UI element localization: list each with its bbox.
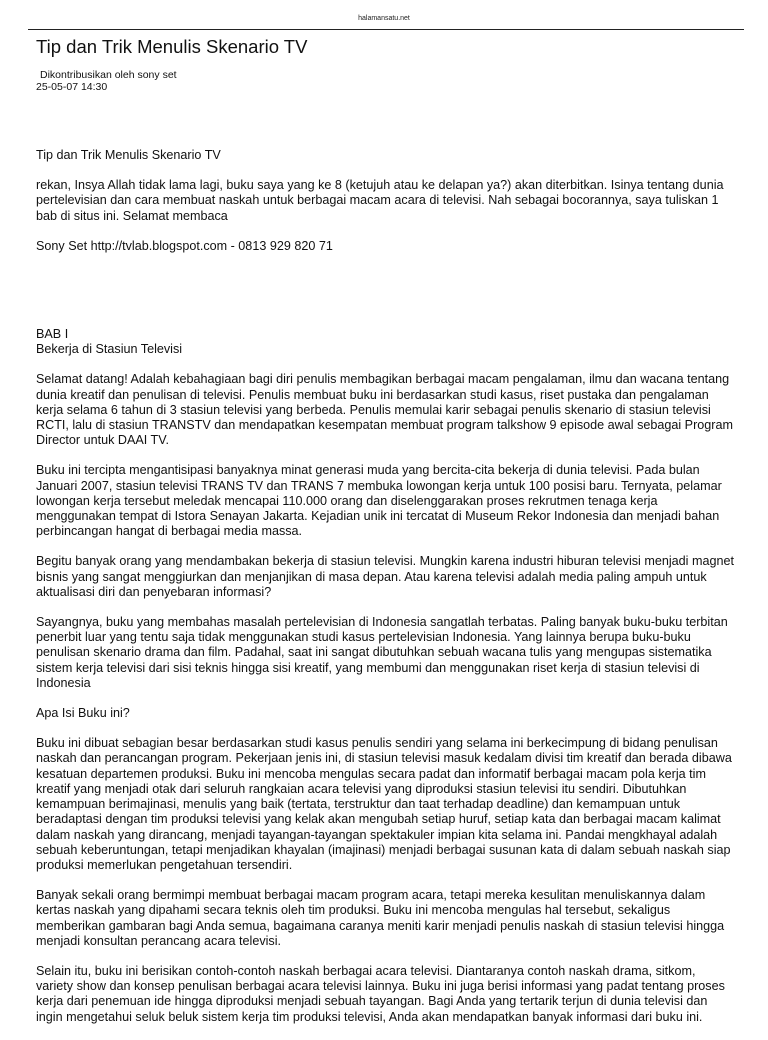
paragraph: Sayangnya, buku yang membahas masalah pertelevisian di Indonesia sangatlah terbatas. Paling banyak buku-buku terbitan penerbit luar yang tentu saja tidak menggunakan studi kasus pertelevisian Indonesia. Yang lainnya berupa buku-buku penulisan skenario drama dan film. Padahal, saat ini sangat dibutuhkan sebuah wacana tulis yang mengupas sistematika sistem kerja televisi dari sisi teknis hingga sisi kreatif, yang membumi dan menggunakan riset kerja di stasiun televisi di Indonesia (36, 615, 728, 690)
section-heading: Apa Isi Buku ini? (36, 706, 130, 721)
contact-line: Sony Set http://tvlab.blogspot.com - 0813 929 820 71 (36, 238, 333, 253)
paragraph: Buku ini dibuat sebagian besar berdasarkan studi kasus penulis sendiri yang selama ini berkecimpung di bidang penulisan naskah dan perancangan program. Pekerjaan jenis ini, di stasiun televisi masuk kedalam divisi tim kreatif dan berada dibawa kesatuan departemen produksi. Buku ini mencoba mengulas secara padat dan informatif berbagai macam pola kerja tim kreatif yang menjadi otak dari seluruh rangkaian acara televisi yang diproduksi stasiun televisi itu sendiri. Dibutuhkan kemampuan berimajinasi, menulis yang baik (tertata, terstruktur dan taat terhadap deadline) dan kemampuan untuk beradaptasi dengan tim produksi televisi yang kelak akan mengubah setiap huruf, setiap kata dan berbagai macam kalimat dalam naskah yang dirancang, menjadi tayangan-tayangan spektakuler impian kita selama ini. Pandai mengkhayal adalah sebuah keberuntungan, tetapi menjadikan khayalan (imajinasi) menjadi berbagai susunan kata di dalam sebuah naskah siap produksi memerlukan pengetahuan tersendiri. (36, 736, 732, 872)
paragraph: Banyak sekali orang bermimpi membuat berbagai macam program acara, tetapi mereka kesulitan menuliskannya dalam kertas naskah yang dipahami secara teknis oleh tim produksi. Buku ini mencoba mengulas hal tersebut, sekaligus memberikan gambaran bagi Anda semua, bagaimana caranya meniti karir menjadi penulis naskah di stasiun televisi hingga menjadi konsultan perancang acara televisi. (36, 888, 725, 948)
paragraph: Begitu banyak orang yang mendambakan bekerja di stasiun televisi. Mungkin karena industri hiburan televisi menjadi magnet bisnis yang sangat menggiurkan dan menjanjikan di masa depan. Atau karena televisi adalah media paling ampuh untuk aktualisasi diri dan penyebaran informasi? (36, 554, 734, 599)
paragraph: Selain itu, buku ini berisikan contoh-contoh naskah berbagai acara televisi. Diantaranya contoh naskah drama, sitkom, variety show dan konsep penulisan berbagai acara televisi lainnya. Buku ini juga berisi informasi yang padat tentang proses kerja dari penemuan ide hingga diproduksi menjadi sebuah tayangan. Bagi Anda yang tertarik terjun di dunia televisi dan ingin mengetahui seluk beluk sistem kerja tim produksi televisi, Anda akan mendapatkan banyak informasi dari buku ini. (36, 963, 725, 1024)
paragraph: Buku ini tercipta mengantisipasi banyaknya minat generasi muda yang bercita-cita bekerja di dunia televisi. Pada bulan Januari 2007, stasiun televisi TRANS TV dan TRANS 7 membuka lowongan kerja untuk 100 posisi baru. Ternyata, pelamar lowongan kerja tersebut meledak mencapai 110.000 orang dan diselenggarakan proses rekrutmen tenaga kerja menggunakan tempat di Istora Senayan Jakarta. Kejadian unik ini tercatat di Museum Rekor Indonesia dan menjadi bahan perbincangan hangat di berbagai media massa. (36, 463, 722, 539)
publish-date: 25-05-07 14:30 (36, 81, 108, 93)
article-body (36, 148, 736, 1040)
article-meta (36, 69, 177, 93)
body-subtitle: Tip dan Trik Menulis Skenario TV (36, 148, 221, 162)
site-header: halamansatu.net (358, 15, 410, 22)
chapter-heading (36, 327, 736, 357)
paragraph: Selamat datang! Adalah kebahagiaan bagi diri penulis membagikan berbagai macam pengalaman, ilmu dan wacana tentang dunia kreatif dan penulisan di televisi. Penulis membuat buku ini berdasarkan studi kasus, riset pustaka dan pengalaman kerja selama 6 tahun di 3 stasiun televisi yang berbeda. Penulis memulai karir sebagai penulis skenario di stasiun televisi RCTI, lalu di stasiun TRANSTV dan mendapatkan kesempatan membuat program talkshow 9 episode awal sebagai Program Director untuk DAAI TV. (36, 372, 733, 448)
chapter-label: BAB I (36, 327, 69, 342)
author-line: Dikontribusikan oleh sony set (40, 69, 177, 81)
chapter-title: Bekerja di Stasiun Televisi (36, 342, 183, 357)
header-divider (28, 29, 744, 30)
page-title: Tip dan Trik Menulis Skenario TV (36, 36, 308, 57)
intro-paragraph: rekan, Insya Allah tidak lama lagi, buku saya yang ke 8 (ketujuh atau ke delapan ya?) akan diterbitkan. Isinya tentang dunia pertelevisian dan cara membuat naskah untuk berbagai macam acara di televisi. Nah sebagai bocorannya, saya tuliskan 1 bab di situs ini. Selamat membaca (36, 178, 724, 223)
